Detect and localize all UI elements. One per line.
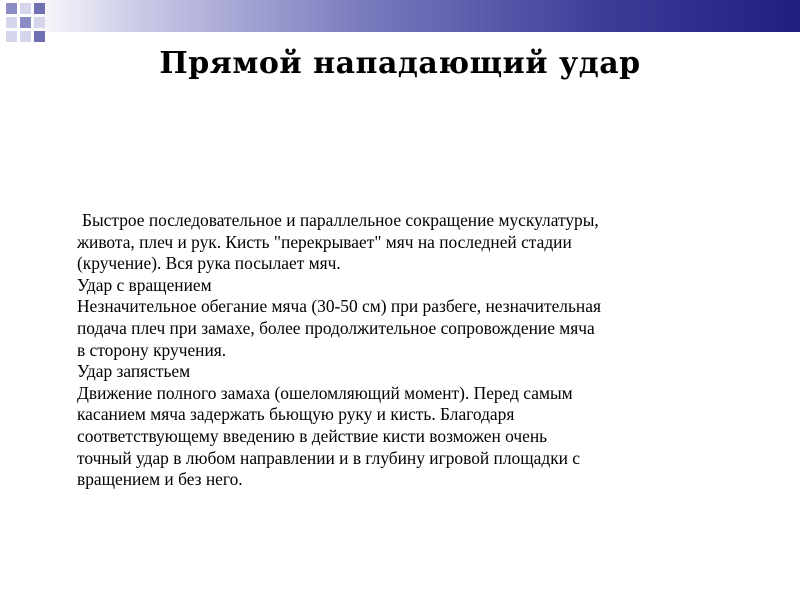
header-gradient-bar: [0, 0, 800, 32]
subheading-spin-hit: Удар с вращением: [77, 274, 212, 295]
body-line: Незначительное обегание мяча (30-50 см) при разбеге, незначительная: [77, 296, 601, 317]
slide-body-text: [77, 210, 767, 491]
body-line: Быстрое последовательное и параллельное сокращение мускулатуры,: [82, 210, 599, 230]
body-line: касанием мяча задержать бьющую руку и кисть. Благодаря: [77, 404, 515, 425]
body-line: (кручение). Вся рука посылает мяч.: [77, 253, 341, 274]
body-line: в сторону кручения.: [77, 339, 227, 360]
body-line: соответствующему введению в действие кисти возможен очень: [77, 425, 548, 446]
body-line: подача плеч при замахе, более продолжительное сопровождение мяча: [77, 317, 595, 338]
body-line: Движение полного замаха (ошеломляющий момент). Перед самым: [77, 382, 573, 403]
body-line: вращением и без него.: [77, 469, 243, 490]
subheading-wrist-hit: Удар запястьем: [77, 361, 191, 382]
body-line: точный удар в любом направлении и в глубину игровой площадки с: [77, 447, 581, 468]
slide-title: Прямой нападающий удар: [159, 46, 641, 81]
body-line: живота, плеч и рук. Кисть "перекрывает" мяч на последней стадии: [77, 231, 572, 252]
